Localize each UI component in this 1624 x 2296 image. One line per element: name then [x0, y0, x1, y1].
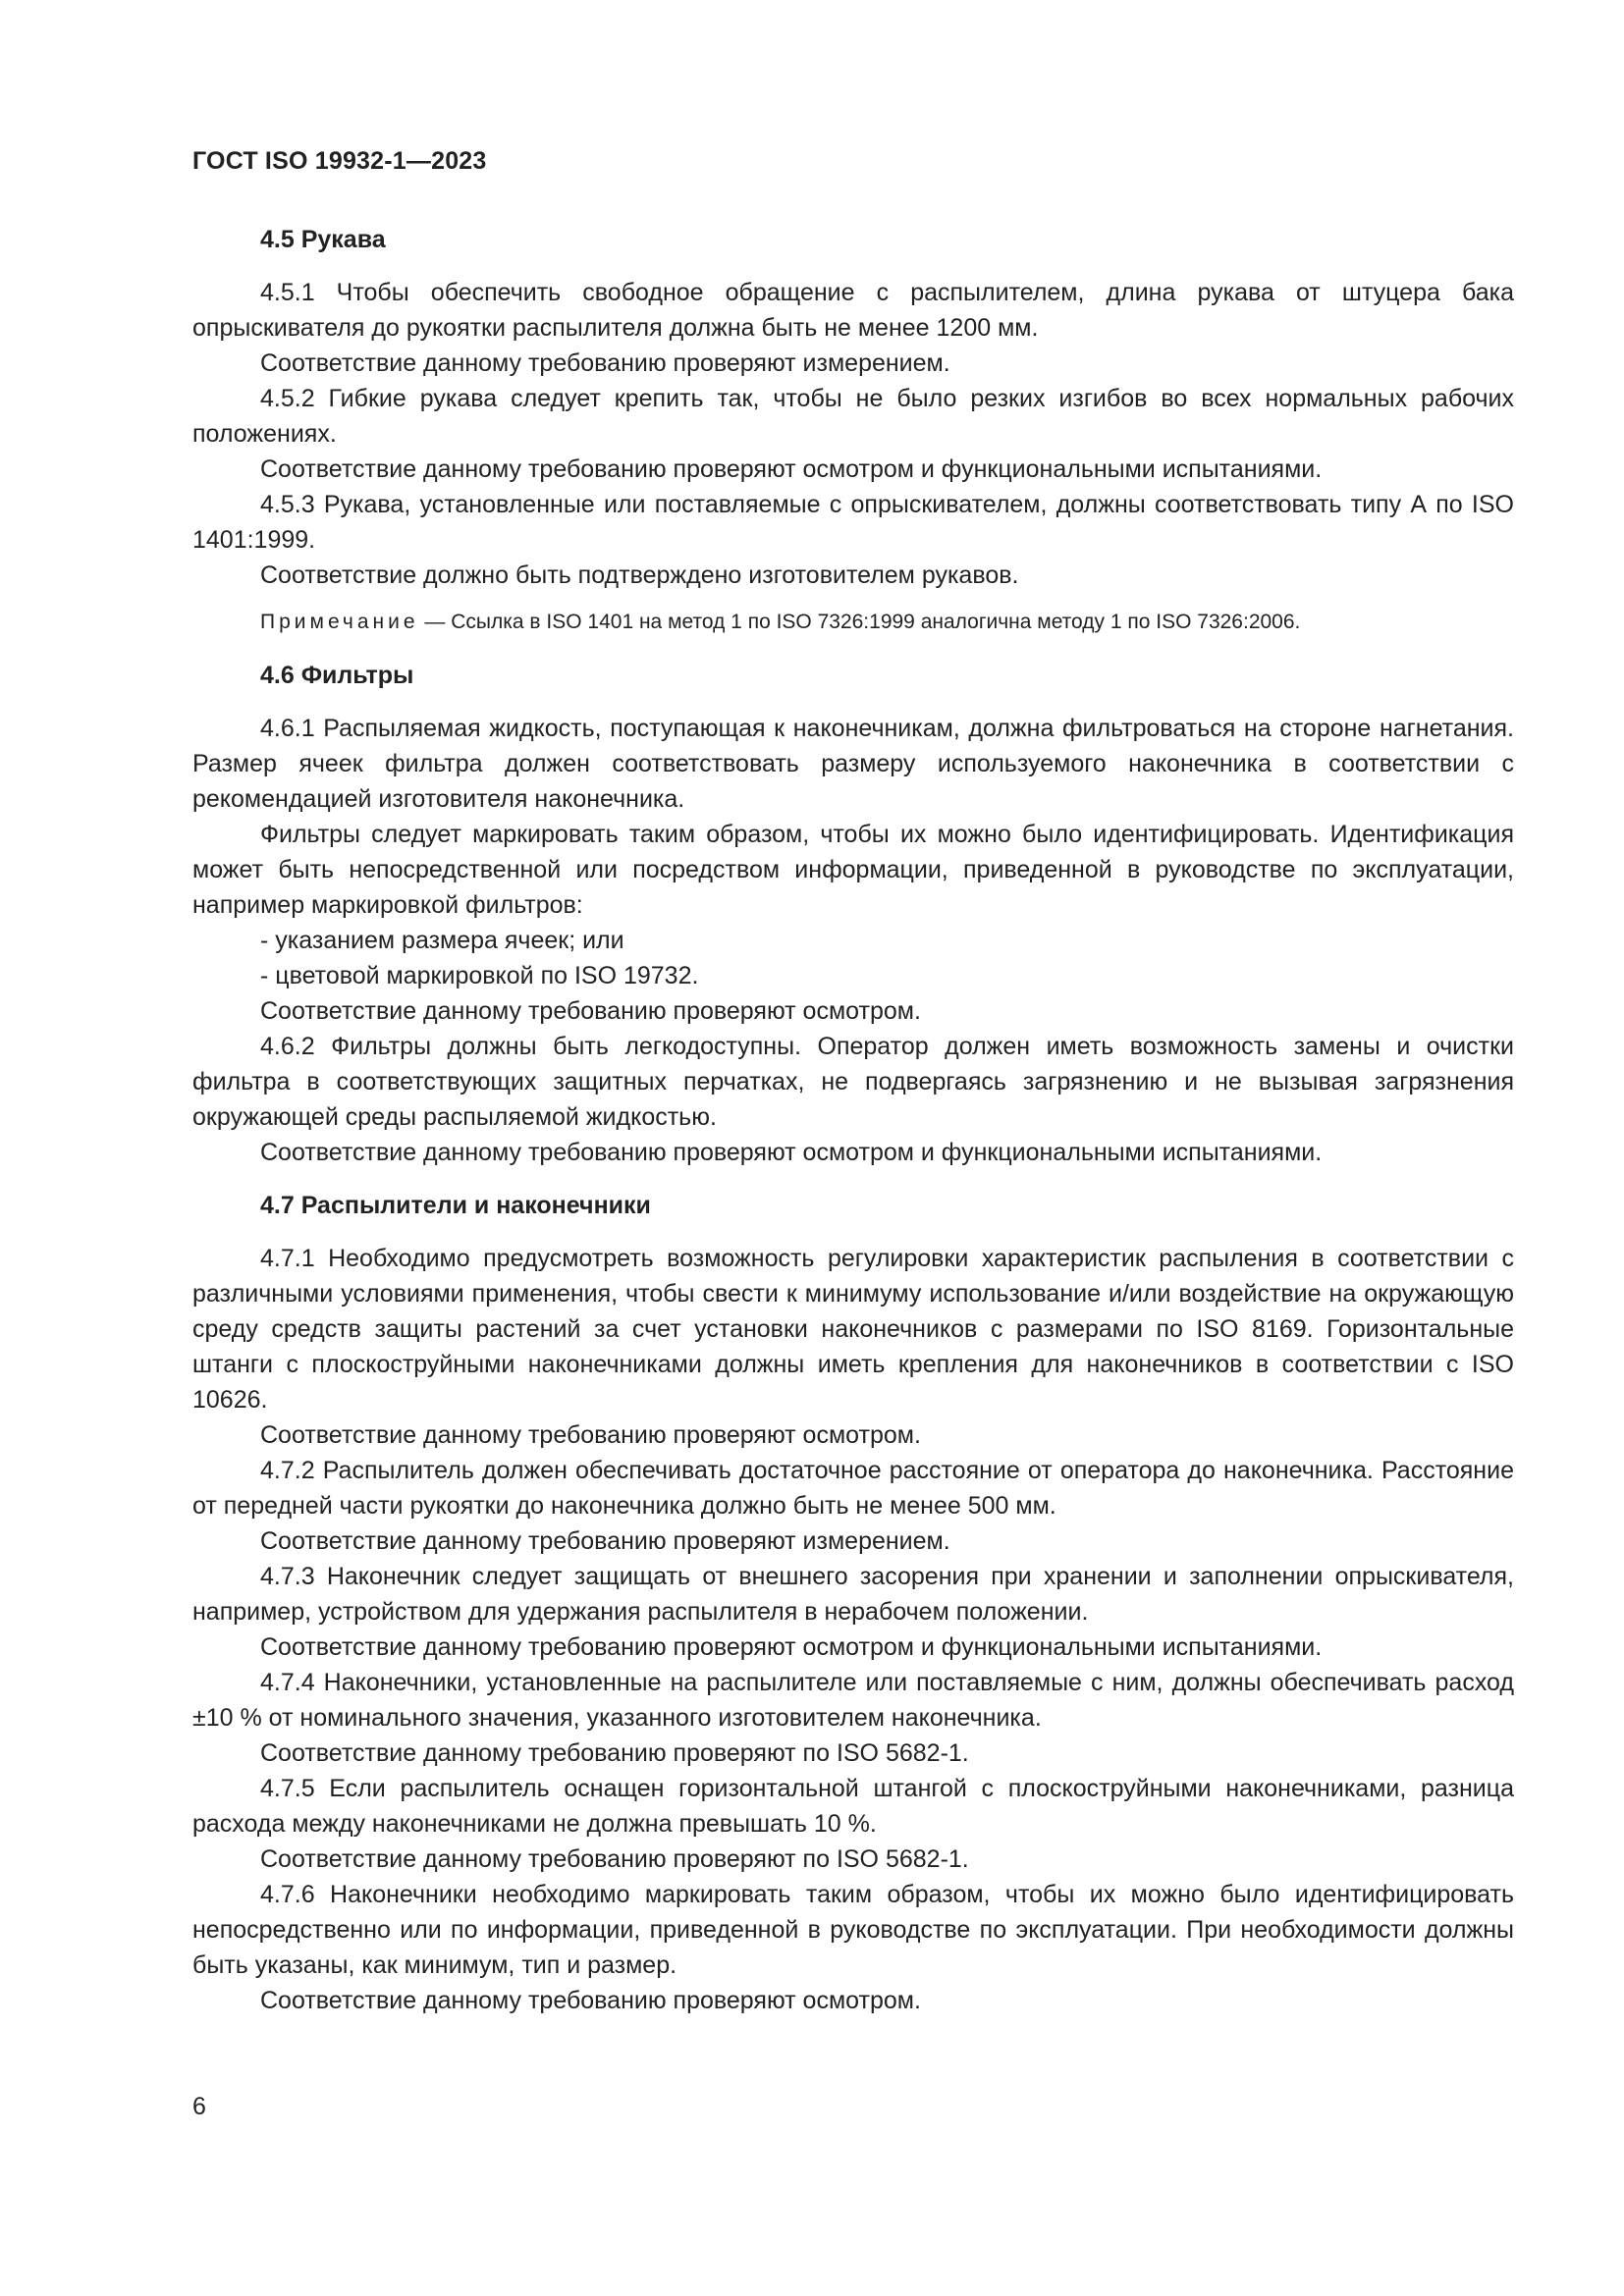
paragraph: Соответствие данному требованию проверяют осмотром и функциональными испытаниями.	[260, 1139, 1323, 1166]
paragraph: 4.7.6 Наконечники необходимо маркировать таким образом, чтобы их можно было идентифицировать непосредственно или по информации, приведенной в руководстве по эксплуатации. При необходимости должны быть указаны, как минимум, тип и размер.	[192, 1881, 1514, 1979]
paragraph: 4.6.2 Фильтры должны быть легкодоступны. Оператор должен иметь возможность замены и очистки фильтра в соответствующих защитных перчатках, не подвергаясь загрязнению и не вызывая загрязнения окружающей среды распыляемой жидкостью.	[192, 1033, 1514, 1131]
paragraph: 4.6.1 Распыляемая жидкость, поступающая к наконечникам, должна фильтроваться на стороне нагнетания. Размер ячеек фильтра должен соответствовать размеру используемого наконечника в соответствии с рекомендацией изготовителя наконечника.	[192, 715, 1514, 813]
paragraph: 4.7.4 Наконечники, установленные на распылителе или поставляемые с ним, должны обеспечивать расход ±10 % от номинального значения, указанного изготовителем наконечника.	[192, 1669, 1514, 1732]
section-4-5	[192, 222, 1514, 640]
document-body	[192, 222, 1514, 2018]
paragraph: Соответствие данному требованию проверяют осмотром.	[260, 997, 921, 1025]
paragraph: 4.7.1 Необходимо предусмотреть возможность регулировки характеристик распыления в соответствии с различными условиями применения, чтобы свести к минимуму использование и/или воздействие на окружающую среду средств защиты растений за счет установки наконечников с размерами по ISO 8169. Горизонтальные штанги с плоскоструйными наконечниками должны иметь крепления для наконечников в соответствии с ISO 10626.	[192, 1245, 1514, 1414]
paragraph: Соответствие данному требованию проверяют осмотром и функциональными испытаниями.	[260, 1633, 1323, 1661]
paragraph: Соответствие должно быть подтверждено изготовителем рукавов.	[260, 561, 1019, 589]
section-heading: 4.7 Распылители и наконечники	[260, 1192, 651, 1219]
section-4-6	[192, 658, 1514, 1170]
page-number: 6	[192, 2093, 206, 2120]
section-4-7	[192, 1188, 1514, 2018]
paragraph: Фильтры следует маркировать таким образом, чтобы их можно было идентифицировать. Идентификация может быть непосредственной или посредством информации, приведенной в руководстве по эксплуатации, например маркировкой фильтров:	[192, 821, 1514, 919]
paragraph: 4.5.1 Чтобы обеспечить свободное обращение с распылителем, длина рукава от штуцера бака опрыскивателя до рукоятки распылителя должна быть не менее 1200 мм.	[192, 279, 1514, 342]
paragraph: 4.5.3 Рукава, установленные или поставляемые с опрыскивателем, должны соответствовать типу А по ISO 1401:1999.	[192, 491, 1514, 554]
paragraph: Соответствие данному требованию проверяют осмотром и функциональными испытаниями.	[260, 455, 1323, 483]
paragraph: Соответствие данному требованию проверяют осмотром.	[260, 1987, 921, 2014]
paragraph: Соответствие данному требованию проверяют измерением.	[260, 1527, 950, 1555]
section-heading: 4.6 Фильтры	[260, 662, 414, 689]
paragraph: 4.7.5 Если распылитель оснащен горизонтальной штангой с плоскоструйными наконечниками, разница расхода между наконечниками не должна превышать 10 %.	[192, 1775, 1514, 1838]
paragraph: Соответствие данному требованию проверяют осмотром.	[260, 1421, 921, 1449]
paragraph: Соответствие данному требованию проверяют измерением.	[260, 349, 950, 377]
document-header: ГОСТ ISO 19932-1—2023	[192, 147, 487, 175]
note-text: — Ссылка в ISO 1401 на метод 1 по ISO 7326:1999 аналогична методу 1 по ISO 7326:2006.	[418, 611, 1301, 633]
list-item: - цветовой маркировкой по ISO 19732.	[260, 962, 699, 989]
paragraph: Соответствие данному требованию проверяют по ISO 5682-1.	[260, 1739, 969, 1767]
paragraph: 4.7.3 Наконечник следует защищать от внешнего засорения при хранении и заполнении опрыскивателя, например, устройством для удержания распылителя в нерабочем положении.	[192, 1563, 1514, 1626]
section-heading: 4.5 Рукава	[260, 226, 386, 253]
paragraph: 4.7.2 Распылитель должен обеспечивать достаточное расстояние от оператора до наконечника. Расстояние от передней части рукоятки до наконечника должно быть не менее 500 мм.	[192, 1457, 1514, 1520]
note	[192, 605, 1514, 640]
paragraph: 4.5.2 Гибкие рукава следует крепить так, чтобы не было резких изгибов во всех нормальных рабочих положениях.	[192, 385, 1514, 448]
paragraph: Соответствие данному требованию проверяют по ISO 5682-1.	[260, 1845, 969, 1873]
note-label: Примечание	[260, 611, 419, 633]
list-item: - указанием размера ячеек; или	[260, 927, 624, 954]
